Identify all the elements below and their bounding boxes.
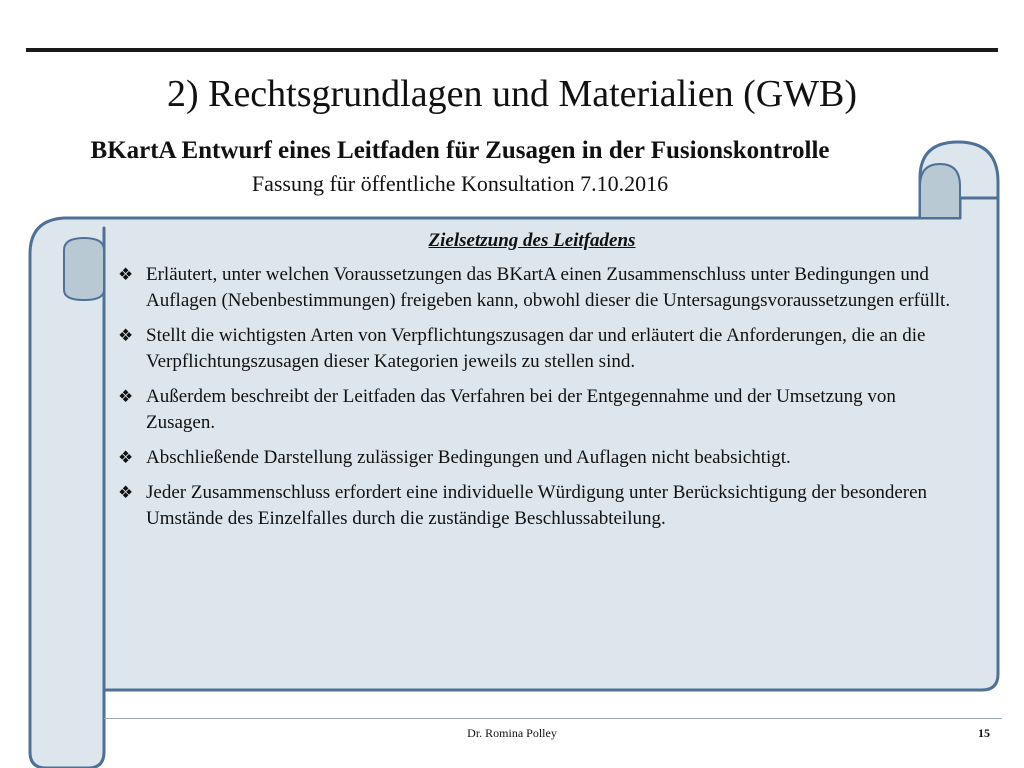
list-item (112, 384, 952, 436)
diamond-bullet-icon: ❖ (118, 483, 134, 502)
list-item (112, 480, 952, 532)
footer-author: Dr. Romina Polley (467, 726, 557, 740)
scroll-content (112, 226, 952, 541)
list-item (112, 262, 952, 314)
bullet-list (112, 262, 952, 532)
list-item-text: Stellt die wichtigsten Arten von Verpflichtungszusagen dar und erläutert die Anforderungen, die an die Verpflichtungszusagen dieser Kategorien jeweils zu stellen sind. (146, 325, 926, 372)
document-subtitle: BKartA Entwurf eines Leitfaden für Zusagen in der Fusionskontrolle (90, 137, 830, 164)
footer-rule (104, 718, 1002, 719)
document-version: Fassung für öffentliche Konsultation 7.10.2016 (251, 171, 669, 196)
list-item-text: Abschließende Darstellung zulässiger Bedingungen und Auflagen nicht beabsichtigt. (146, 447, 791, 468)
page-number: 15 (978, 726, 990, 740)
diamond-bullet-icon: ❖ (118, 448, 134, 467)
slide-title: 2) Rechtsgrundlagen und Materialien (GWB) (166, 73, 858, 115)
diamond-bullet-icon: ❖ (118, 265, 134, 284)
list-item-text: Erläutert, unter welchen Voraussetzungen das BKartA einen Zusammenschluss unter Bedingungen und Auflagen (Nebenbestimmungen) freigeben kann, obwohl dieser die Untersagungsvoraussetzungen erfüllt. (146, 264, 951, 311)
diamond-bullet-icon: ❖ (118, 387, 134, 406)
content-heading: Zielsetzung des Leitfadens (428, 230, 636, 251)
list-item (112, 323, 952, 375)
scroll-curl-top-right-inner (920, 164, 960, 218)
list-item-text: Jeder Zusammenschluss erfordert eine individuelle Würdigung unter Berücksichtigung der besonderen Umstände des Einzelfalles durch die zuständige Beschlussabteilung. (146, 482, 928, 529)
list-item-text: Außerdem beschreibt der Leitfaden das Verfahren bei der Entgegennahme und der Umsetzung von Zusagen. (146, 386, 896, 433)
scroll-curl-left-inner (64, 238, 104, 300)
diamond-bullet-icon: ❖ (118, 326, 134, 345)
list-item (112, 445, 952, 471)
